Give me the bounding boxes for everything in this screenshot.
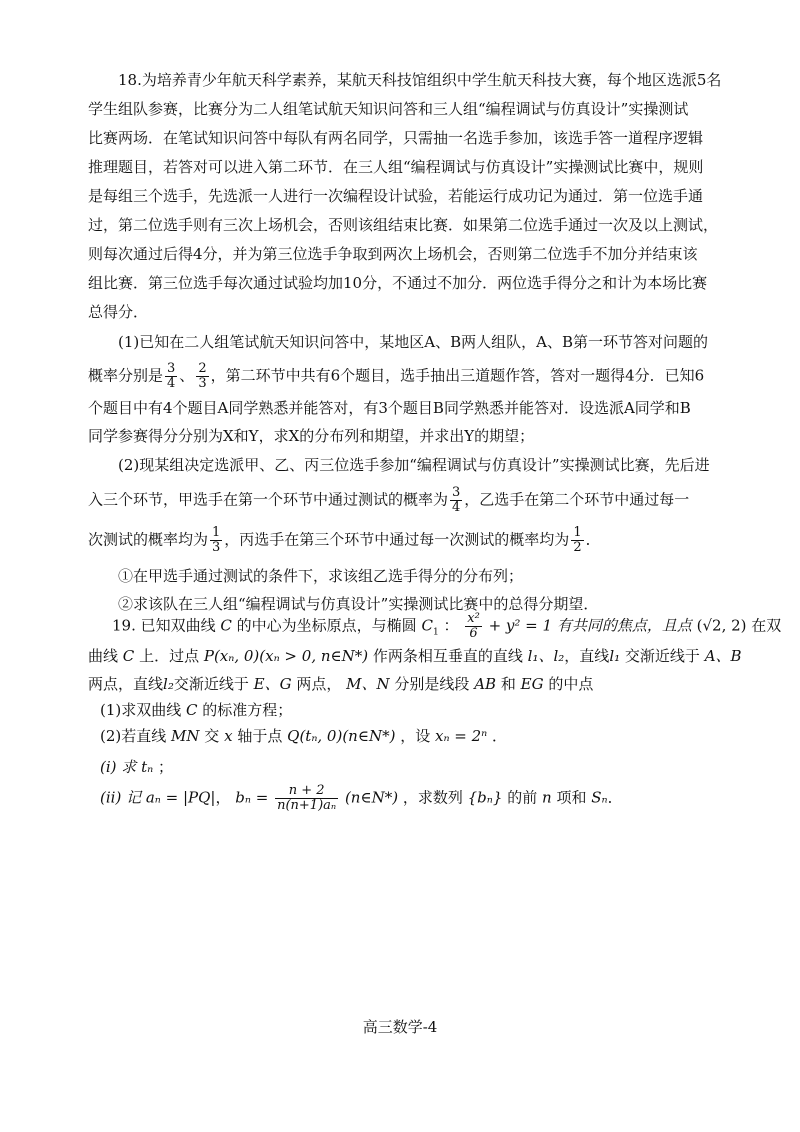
q19-part2-i [100, 757, 173, 777]
text: 的中点 [548, 675, 594, 693]
text: (1)求双曲线 [100, 701, 182, 719]
math-Sn: Sₙ [591, 788, 608, 807]
text: (i) 求 [100, 758, 137, 776]
math-l1: l₁ [609, 647, 621, 665]
q18-part2-line: (2)现某组决定选派甲、乙、丙三位选手参加“编程调试与仿真设计”实操测试比赛，先后进 [118, 456, 710, 474]
math-x-axis: x [224, 727, 233, 745]
q18-line: 推理题目，若答对可以进入第二环节．在三人组“编程调试与仿真设计”实操测试比赛中，规则 [88, 158, 704, 176]
fraction-numerator: n + 2 [275, 784, 338, 799]
q18-line: 过，第二位选手则有三次上场机会，否则该组结束比赛．如果第二位选手通过一次及以上测试， [88, 216, 719, 234]
q18-line: 则每次通过后得4分，并为第三位选手争取到两次上场机会，否则第二位选手不加分并结束该 [88, 245, 698, 263]
math-bn-cond: (n∈N*) [344, 788, 399, 807]
fraction-denominator: 3 [198, 376, 207, 391]
q19-line2 [88, 646, 742, 666]
math-EG-points: E、G [253, 675, 292, 693]
text: ， [215, 788, 231, 807]
text: 的前 [507, 788, 538, 807]
text: 项和 [556, 788, 587, 807]
text: 19. 已知双曲线 [112, 616, 216, 635]
text: 分别是线段 [394, 675, 470, 693]
text: ． [585, 530, 601, 549]
text: 两点，直线 [88, 675, 164, 693]
q18-sub1: ①在甲选手通过测试的条件下，求该组乙选手得分的分布列； [118, 567, 524, 585]
math-AB-points: A、B [704, 647, 742, 665]
text: 的标准方程； [202, 701, 293, 719]
fraction-numerator: 1 [212, 525, 221, 540]
q18-line: 学生组队参赛，比赛分为二人组笔试航天知识问答和三人组“编程调试与仿真设计”实操测试 [88, 100, 689, 118]
text: 入三个环节，甲选手在第一个环节中通过测试的概率为 [88, 490, 449, 509]
math-AB: AB [474, 675, 497, 693]
text: 交渐近线于 [173, 675, 249, 693]
text: 在双 [751, 616, 782, 635]
text: ． [492, 727, 508, 745]
text: 的中心为坐标原点，与椭圆 [236, 616, 417, 635]
point-expr: (√2, 2) [696, 616, 747, 635]
fraction-denominator: 6 [469, 626, 478, 641]
q18-part1-line: 同学参赛得分分别为X和Y，求X的分布列和期望，并求出Y的期望； [88, 427, 535, 445]
q18-line: 组比赛．第三位选手每次通过试验均加10分，不通过不加分．两位选手得分之和计为本场比赛 [88, 274, 708, 292]
fraction-2-3 [196, 362, 208, 391]
text: ，乙选手在第二个环节中通过每一 [464, 490, 690, 509]
ellipse-eq-rest: + y² = 1 有共同的焦点，且点 [488, 616, 692, 635]
q18-part1-line: 个题目中有4个题目A同学熟悉并能答对，有3个题目B同学熟悉并能答对．设选派A同学和B [88, 399, 691, 417]
q18-sub2: ②求该队在三人组“编程调试与仿真设计”实操测试比赛中的总得分期望． [118, 595, 599, 613]
fraction-3-4 [450, 486, 462, 515]
math-tn: tₙ [141, 758, 154, 776]
fraction-numerator: 1 [573, 525, 582, 540]
q19-part1 [100, 700, 292, 720]
q18-line: 是每组三个选手，先选派一人进行一次编程设计试验，若能运行成功记为通过．第一位选手通 [88, 187, 704, 205]
math-C: C [122, 647, 135, 665]
fraction-numerator: 3 [167, 361, 176, 376]
text: 次测试的概率均为 [88, 530, 209, 549]
text: 交 [204, 727, 220, 745]
math-l2: l₂ [163, 675, 174, 693]
math-bn-seq: {bₙ} [467, 788, 503, 807]
math-C1: C [421, 616, 433, 635]
fraction-numerator: 3 [452, 485, 461, 500]
math-C1-subscript: 1 [432, 627, 439, 638]
text: ： [443, 616, 459, 635]
ellipse-fraction [465, 612, 482, 641]
q19-part2-ii [100, 784, 623, 813]
q18-line: 18.为培养青少年航天科学素养，某航天科技馆组织中学生航天科技大赛，每个地区选派5名 [118, 71, 722, 89]
q18-part2-line-fraction [88, 486, 689, 515]
text: 轴于点 [237, 727, 283, 745]
fraction-1-2 [571, 526, 583, 555]
fraction-denominator: n(n+1)aₙ [277, 798, 337, 813]
q19-part2 [100, 726, 507, 746]
text: 交渐近线于 [624, 647, 700, 665]
fraction-denominator: 3 [212, 540, 221, 555]
text: 上．过点 [139, 647, 200, 665]
text: ； [157, 758, 173, 776]
math-P-expr: P(xₙ, 0)(xₙ > 0, n∈N*) [203, 647, 369, 665]
math-EG: EG [520, 675, 544, 693]
math-C: C [220, 616, 232, 635]
text: 、 [179, 366, 195, 385]
text: 作两条相互垂直的直线 [372, 647, 523, 665]
fraction-3-4 [165, 362, 177, 391]
math-Q-expr: Q(tₙ, 0)(n∈N*) [287, 727, 396, 745]
text: ，第二环节中共有6个题目，选手抽出三道题作答，答对一题得4分．已知6 [210, 366, 705, 385]
text: 概率分别是 [88, 366, 164, 385]
math-MN-points: M、N [346, 675, 390, 693]
fraction-1-3 [210, 526, 222, 555]
text: ，设 [400, 727, 431, 745]
math-xn-expr: xₙ = 2ⁿ [435, 727, 488, 745]
q19-line1 [112, 612, 781, 643]
q18-line: 总得分． [88, 303, 149, 321]
math-an-expr: aₙ = |PQ| [145, 788, 216, 807]
math-l-pair: l₁、l₂ [527, 647, 565, 665]
text: ． [607, 788, 623, 807]
page-footer: 高三数学-4 [362, 1018, 438, 1036]
bn-fraction [275, 784, 338, 813]
math-C: C [186, 701, 198, 719]
q19-line3 [88, 674, 593, 694]
fraction-denominator: 2 [573, 540, 582, 555]
q18-part2-line-fractions [88, 526, 601, 555]
fraction-denominator: 4 [167, 376, 176, 391]
math-bn-lhs: bₙ = [235, 788, 269, 807]
text: 和 [500, 675, 516, 693]
q18-line: 比赛两场．在笔试知识问答中每队有两名同学，只需抽一名选手参加，该选手答一道程序逻辑 [88, 129, 704, 147]
text: (ii) 记 [100, 788, 142, 807]
q18-part1-line: (1)已知在二人组笔试航天知识问答中，某地区A、B两人组队，A、B第一环节答对问题的 [118, 333, 708, 351]
text: (2)若直线 [100, 727, 167, 745]
text: 曲线 [88, 647, 119, 665]
math-n: n [541, 788, 552, 807]
fraction-denominator: 4 [452, 500, 461, 515]
text: 两点， [296, 675, 342, 693]
math-MN: MN [171, 727, 200, 745]
text: ，求数列 [402, 788, 463, 807]
fraction-numerator: x² [467, 611, 480, 626]
text: ，直线 [564, 647, 610, 665]
q18-part1-line-fractions [88, 362, 704, 391]
text: ，丙选手在第三个环节中通过每一次测试的概率均为 [224, 530, 570, 549]
fraction-numerator: 2 [198, 361, 207, 376]
